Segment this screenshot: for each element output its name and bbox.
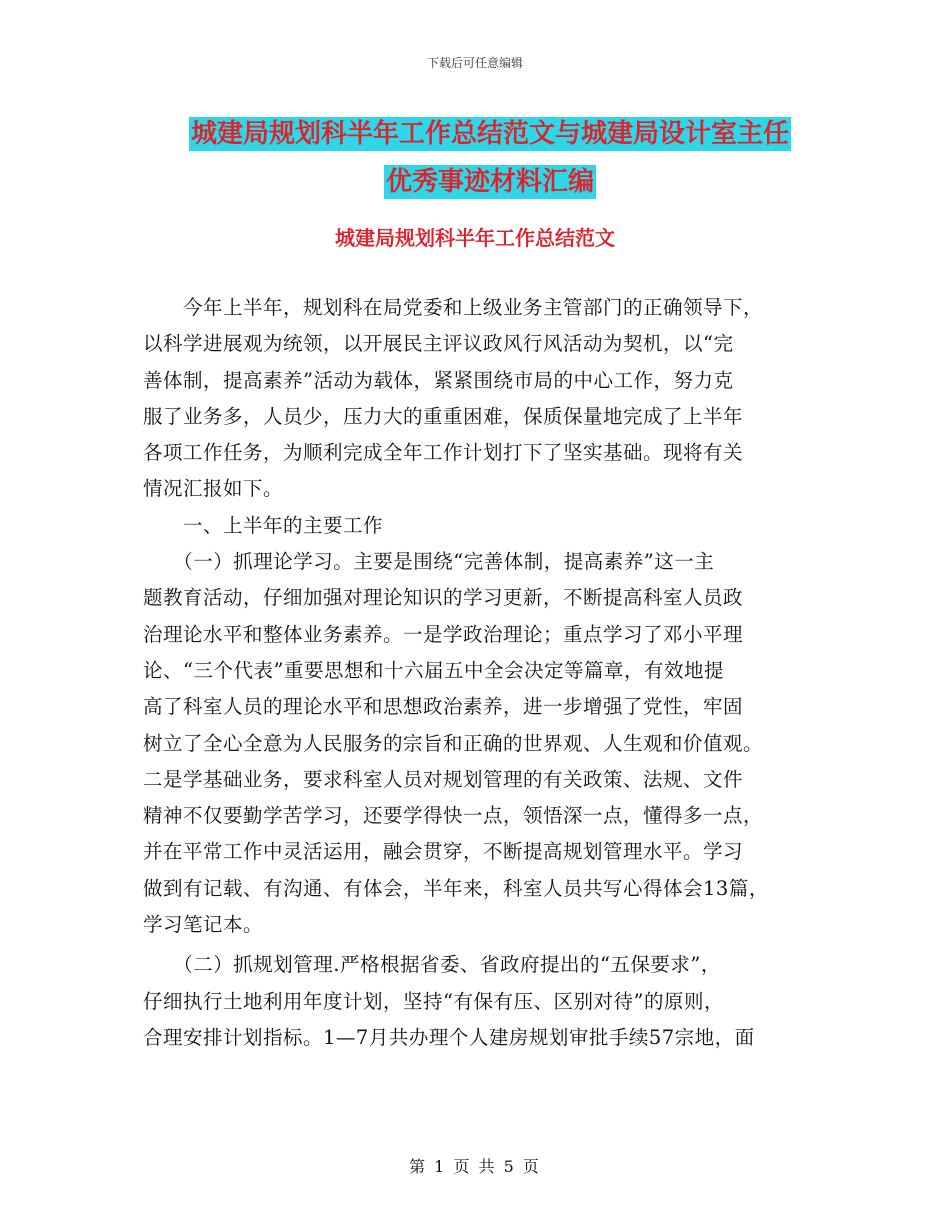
body-line: 题教育活动，仔细加强对理论知识的学习更新，不断提高科室人员政 bbox=[143, 586, 744, 610]
body-line: 今年上半年，规划科在局党委和上级业务主管部门的正确领导下， bbox=[143, 296, 764, 319]
body-line: 高了科室人员的理论水平和思想政治素养，进一步增强了党性，牢固 bbox=[143, 695, 744, 719]
body-text bbox=[143, 290, 808, 1056]
document-title-line-2: 优秀事迹材料汇编 bbox=[385, 167, 594, 197]
body-line: 精神不仅要勤学苦学习，还要学得快一点，领悟深一点，懂得多一点， bbox=[143, 804, 764, 828]
body-line: （二）抓规划管理.严格根据省委、省政府提出的“五保要求”， bbox=[143, 953, 721, 977]
document-title-line-1: 城建局规划科半年工作总结范文与城建局设计室主任 bbox=[190, 119, 789, 149]
body-line: 各项工作任务，为顺利完成全年工作计划打下了坚实基础。现将有关 bbox=[143, 441, 744, 465]
body-line: 论、“三个代表”重要思想和十六届五中全会决定等篇章，有效地提 bbox=[143, 658, 724, 682]
body-line: 以科学进展观为统领，以开展民主评议政风行风活动为契机，以“完 bbox=[143, 332, 734, 356]
body-line: 一、上半年的主要工作 bbox=[143, 513, 384, 537]
body-line: （一）抓理论学习。主要是围绕“完善体制，提高素养”这一主 bbox=[143, 550, 715, 574]
page-header-note: 下载后可任意编辑 bbox=[426, 56, 523, 70]
body-line: 善体制，提高素养”活动为载体，紧紧围绕市局的中心工作，努力克 bbox=[143, 368, 734, 392]
body-line: 学习笔记本。 bbox=[143, 913, 264, 937]
body-line: 服了业务多，人员少，压力大的重重困难，保质保量地完成了上半年 bbox=[143, 404, 744, 428]
body-line: 并在平常工作中灵活运用，融会贯穿，不断提高规划管理水平。学习 bbox=[143, 840, 744, 864]
section-title: 城建局规划科半年工作总结范文 bbox=[335, 226, 615, 250]
body-line: 治理论水平和整体业务素养。一是学政治理论；重点学习了邓小平理 bbox=[143, 622, 744, 646]
body-line: 情况汇报如下。 bbox=[143, 477, 284, 501]
body-line: 仔细执行土地利用年度计划，坚持“有保有压、区别对待”的原则， bbox=[143, 989, 724, 1013]
body-line: 二是学基础业务，要求科室人员对规划管理的有关政策、法规、文件 bbox=[143, 767, 744, 791]
body-line: 树立了全心全意为人民服务的宗旨和正确的世界观、人生观和价值观。 bbox=[143, 731, 764, 755]
document-title bbox=[140, 110, 840, 206]
page-number-footer: 第 1 页 共 5 页 bbox=[409, 1157, 541, 1176]
body-line: 做到有记载、有沟通、有体会，半年来，科室人员共写心得体会13篇， bbox=[143, 876, 769, 900]
body-line: 合理安排计划指标。1—7月共办理个人建房规划审批手续57宗地，面 bbox=[143, 1025, 755, 1049]
